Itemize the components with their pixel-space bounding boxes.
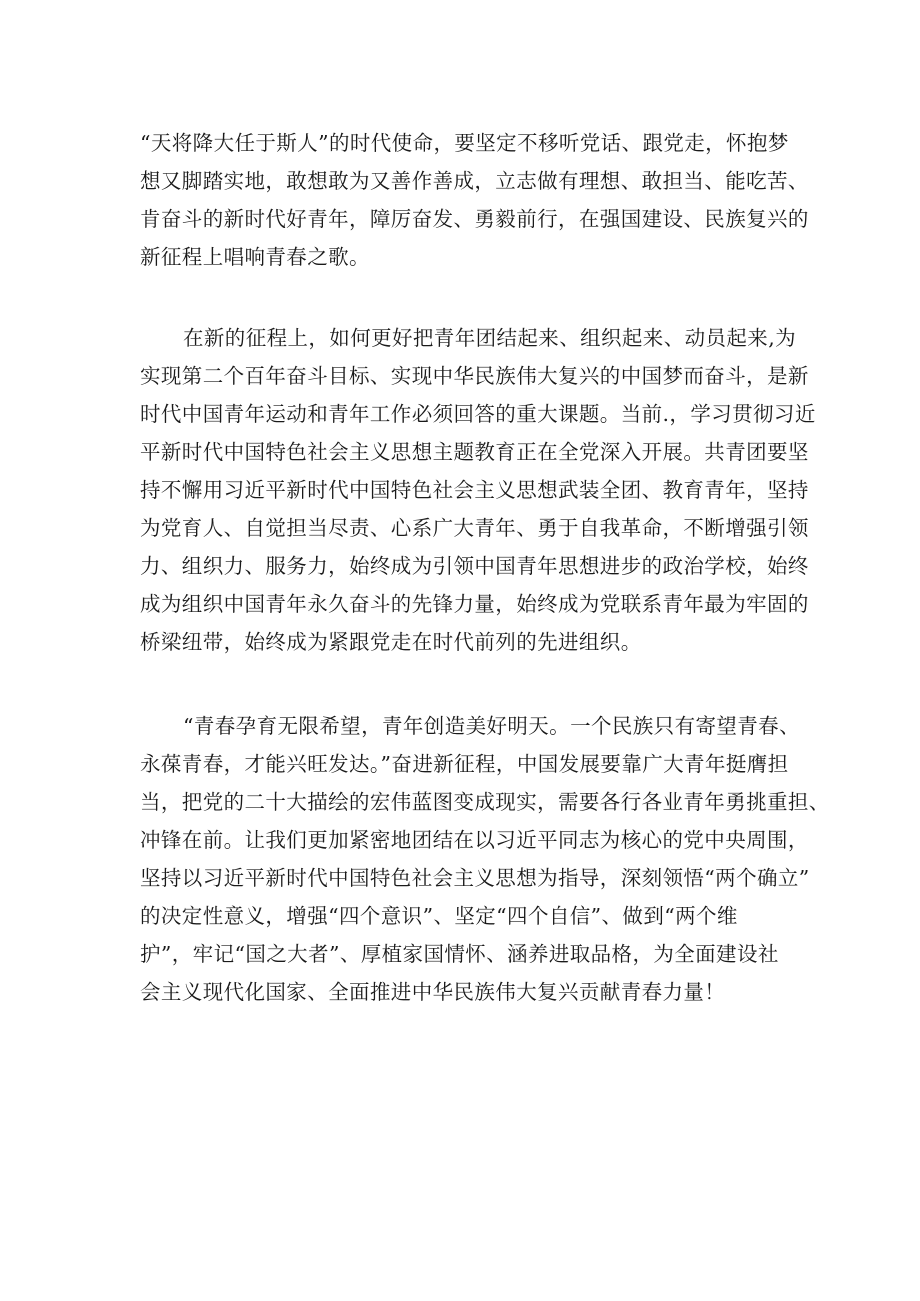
text-line: 在新的征程上，如何更好把青年团结起来、组织起来、动员起来,为 xyxy=(183,326,797,350)
text-line: 会主义现代化国家、全面推进中华民族伟大复兴贡献青春力量！ xyxy=(140,980,726,1004)
text-line: 的决定性意义，增强“四个意识”、坚定“四个自信”、做到“两个维 xyxy=(140,904,738,928)
text-line: 肯奋斗的新时代好青年，障厉奋发、勇毅前行，在强国建设、民族复兴的 xyxy=(140,207,809,231)
text-line: 时代中国青年运动和青年工作必须回答的重大课题。当前.，学习贯彻习近 xyxy=(140,402,816,426)
text-line: 为党育人、自觉担当尽责、心系广大青年、勇于自我革命，不断增强引领 xyxy=(140,516,809,540)
text-line: 当，把党的二十大描绘的宏伟蓝图变成现实，需要各行各业青年勇挑重担、 xyxy=(140,790,830,814)
text-line: 成为组织中国青年永久奋斗的先锋力量，始终成为党联系青年最为牢固的 xyxy=(140,592,809,616)
text-line: 永葆青春，才能兴旺发达。”奋进新征程，中国发展要靠广大青年挺膺担 xyxy=(140,752,789,776)
text-line: 力、组织力、服务力，始终成为引领中国青年思想进步的政治学校，始终 xyxy=(140,554,809,578)
text-line: “青春孕育无限希望，青年创造美好明天。一个民族只有寄望青春、 xyxy=(183,714,800,738)
text-line: 想又脚踏实地，敢想敢为又善作善成，立志做有理想、敢担当、能吃苦、 xyxy=(140,169,809,193)
text-line: 坚持以习近平新时代中国特色社会主义思想为指导，深刻领悟“两个确立” xyxy=(140,866,810,890)
text-line: 桥梁纽带，始终成为紧跟党走在时代前列的先进组织。 xyxy=(140,630,642,654)
text-line: 护”，牢记“国之大者”、厚植家国情怀、涵养进取品格，为全面建设社 xyxy=(140,942,779,966)
text-line: 冲锋在前。让我们更加紧密地团结在以习近平同志为核心的党中央周围， xyxy=(140,828,809,852)
text-line: 新征程上唱响青春之歌。 xyxy=(140,245,370,269)
text-line: 平新时代中国特色社会主义思想主题教育正在全党深入开展。共青团要坚 xyxy=(140,440,809,464)
text-line: 实现第二个百年奋斗目标、实现中华民族伟大复兴的中国梦而奋斗，是新 xyxy=(140,364,809,388)
text-line: “天将降大任于斯人”的时代使命，要坚定不移听党话、跟党走，怀抱梦 xyxy=(140,131,789,155)
text-line: 持不懈用习近平新时代中国特色社会主义思想武装全团、教育青年，坚持 xyxy=(140,478,809,502)
